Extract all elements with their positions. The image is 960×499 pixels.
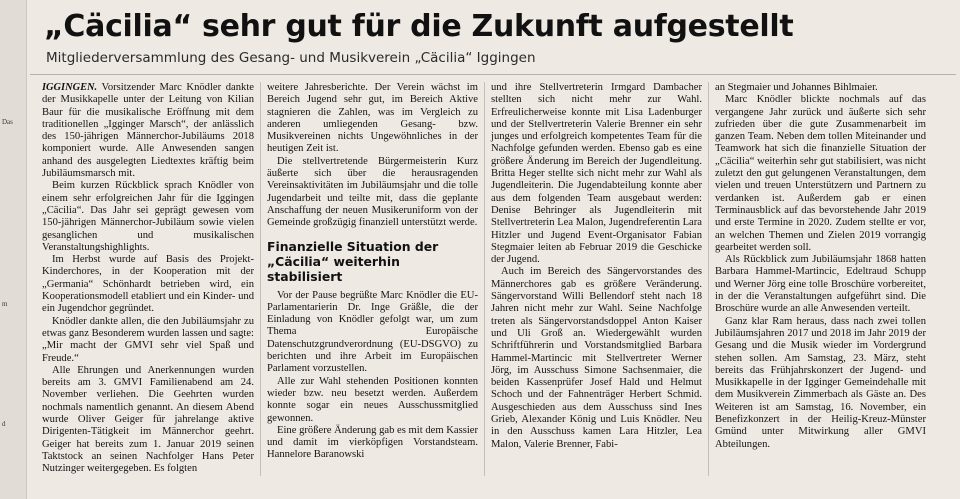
paragraph: Vor der Pause begrüßte Marc Knödler die EU-Parlamentarierin Dr. Inge Gräßle, die der Einladung von Knödler gefolgt war, um zum Thema Europäische Datenschutzgrundverordnung (EU-DSGVO) zu berichten und ihre Arbeit im Europäischen Parlament vorzustellen. xyxy=(267,289,478,375)
paragraph: Alle Ehrungen und Anerkennungen wurden bereits am 3. GMVI Familienabend am 24. November verliehen. Die Geehrten wurden nochmals namentlich genannt. An diesem Abend wurde Oliver Geiger für jahrelange aktive Dirigenten-Tätigkeit im Männerchor geehrt. Geiger hat bereits zum 1. Januar 2019 seinen Taktstock an seinen Nachfolger Hans Peter Nutzinger weitergegeben. Es folgten xyxy=(42,364,254,475)
margin-fragment: m xyxy=(2,300,8,308)
paragraph: Alle zur Wahl stehenden Positionen konnten wieder bzw. neu besetzt werden. Außerdem konnte sogar ein neues Ausschussmitglied gewonnen. xyxy=(267,375,478,424)
article-column-1 xyxy=(36,82,260,476)
paragraph: weitere Jahresberichte. Der Verein wächst im Bereich Jugend sehr gut, im Bereich Aktive stagnieren die Zahlen, was im Vergleich zu anderen umliegenden Gesang- bzw. Musikvereinen nichts Ungewöhnliches in der heutigen Zeit ist. xyxy=(267,82,478,155)
paragraph: Eine größere Änderung gab es mit dem Kassier und damit im vierköpfigen Vorstandsteam. Hannelore Baranowski xyxy=(267,424,478,461)
page-title: „Cäcilia“ sehr gut für die Zukunft aufgestellt xyxy=(44,9,794,44)
article-subheadline: Mitgliederversammlung des Gesang- und Musikverein „Cäcilia“ Iggingen xyxy=(46,50,536,66)
section-heading: Finanzielle Situation der „Cäcilia“ weiterhin stabilisiert xyxy=(267,238,439,284)
paragraph: Auch im Bereich des Sängervorstandes des Männerchores gab es größere Veränderung. Sängervorstand Willi Bellendorf steht nach 18 Jahren nicht mehr zur Wahl. Seine Nachfolge treten als Sängervorstandsdoppel Anton Kaiser und Uli Groß an. Wiedergewählt wurden Schriftführerin und Vorstandsmitglied Barbara Hammel-Martincic mit Stellvertreter Werner Jörg, im Ausschuss Simone Sachsenmaier, die beiden Kassenprüfer Josef Hald und Helmut Schoch und der Fahnenträger Herbert Schmid. Ausgeschieden aus dem Ausschuss sind Ines Grieb, Alexander König und Luis Knödler. Neu in den Ausschuss kamen Lara Hitzler, Lea Malon, Valerie Brenner, Fabi- xyxy=(491,266,702,450)
margin-fragment: Das xyxy=(2,118,13,126)
paragraph-text: Vorsitzender Marc Knödler dankte der Musikkapelle unter der Leitung von Kilian Baur für die musikalische Eröffnung mit dem traditionellen „Igginger Marsch“, der anlässlich des 150-jährigen Männerchor-Jubiläums 2018 komponiert wurde. Alle Anwesenden sangen anhand des ausgelegten Liedtextes kräftig beim Jubiläumsmarsch mit. xyxy=(42,82,254,180)
paragraph: Knödler dankte allen, die den Jubiläumsjahr zu etwas ganz Besonderem wurden lassen und sagte: „Mir macht der GMVI sehr viel Spaß und Freude.“ xyxy=(42,315,254,364)
article-content xyxy=(30,0,956,499)
paragraph xyxy=(42,82,254,180)
article-column-3 xyxy=(484,82,708,476)
article-column-2 xyxy=(260,82,484,476)
paragraph: an Stegmaier und Johannes Bihlmaier. xyxy=(715,82,878,93)
article-columns xyxy=(30,82,956,476)
paragraph: Im Herbst wurde auf Basis des Projekt-Kinderchores, in der Kooperation mit der „Germania“ Schönhardt betrieben wird, ein Kooperationsmodell etabliert und ein Kinder- und ein Jugendchor gegründet. xyxy=(42,254,254,315)
paragraph: Ganz klar Ram heraus, dass nach zwei tollen Jubiläumsjahren 2017 und 2018 im Jahr 2019 der Gesang und die Musik wieder im Vordergrund stehen sollen. Am Samstag, 23. März, steht bereits das Frühjahrskonzert der Jugend- und Musikkapelle in der Igginger Gemeindehalle mit dem Musikverein Zimmerbach als Gäste an. Des Weiteren ist am Samstag, 16. November, ein Benefizkonzert in der Heilig-Kreuz-Münster Gmünd unter Mitwirkung aller GMVI Abteilungen. xyxy=(715,315,926,450)
margin-fragment: d xyxy=(2,420,6,428)
paragraph: und ihre Stellvertreterin Irmgard Dambacher stellten sich nicht mehr zur Wahl. Erfreulicherweise konnte mit Lisa Ladenburger und der Stellvertreterin Valerie Brenner ein sehr junges und erfolgreich kompetentes Team für die Nachfolge gefunden werden. Ebenso gab es eine größere Änderung im Bereich der Jugendleitung. Britta Heger stellte sich nicht mehr zur Wahl als Jugendleiterin. Die Jugendabteilung konnte aber aus dem folgenden Team ausgebaut werden: Denise Behringer als Jugendleiterin mit Stellvertreterin Lea Malon, Jugendreferentin Lara Hitzler und Jugend Event-Organisator Fabian Stegmaier leiten ab Februar 2019 die Geschicke der Jugend. xyxy=(491,82,702,266)
left-margin-strip xyxy=(0,0,27,499)
paragraph: Als Rückblick zum Jubiläumsjahr 1868 hatten Barbara Hammel-Martincic, Edeltraud Schupp und Werner Jörg eine tolle Broschüre vorbereitet, in der die Veranstaltungen aufgeführt sind. Die Broschüre wurde an alle Anwesenden verteilt. xyxy=(715,254,926,315)
article-column-4 xyxy=(708,82,932,476)
paragraph: Marc Knödler blickte nochmals auf das vergangene Jahr zurück und äußerte sich sehr zufrieden über die gute Zusammenarbeit im ganzen Team. Neben dem tollen Miteinander und Teamwork hat sich die finanzielle Situation der „Cäcilia“ weiterhin sehr gut stabilisiert, was nicht zuletzt den gut gelungenen Veranstaltungen, dem vielen und treuen Unterstützern und Partnern zu verdanken ist. Außerdem gab er einen Terminausblick auf das bevorstehende Jahr 2019 und erste Termine in 2020. Zudem stellte er vor, an welchen Themen und Zielen 2019 vorrangig gearbeitet werden soll. xyxy=(715,94,926,253)
paragraph: Beim kurzen Rückblick sprach Knödler von einem sehr erfolgreichen Jahr für die Iggingen „Cäcilia“. Das Jahr sei geprägt gewesen vom 150-jährigen Männerchor-Jubiläum sowie vielen gesanglichen und musikalischen Veranstaltungshighlights. xyxy=(42,180,254,253)
dateline: IGGINGEN. xyxy=(42,82,98,93)
header-divider xyxy=(30,74,956,75)
paragraph: Die stellvertretende Bürgermeisterin Kurz äußerte sich über die herausragenden Vereinsaktivitäten im Jubiläumsjahr und die tolle Jugendarbeit und teilte mit, dass die geplante Anschaffung der neuen Musikeruniform von der Gemeinde großzügig finanziell unterstützt werde. xyxy=(267,155,478,229)
